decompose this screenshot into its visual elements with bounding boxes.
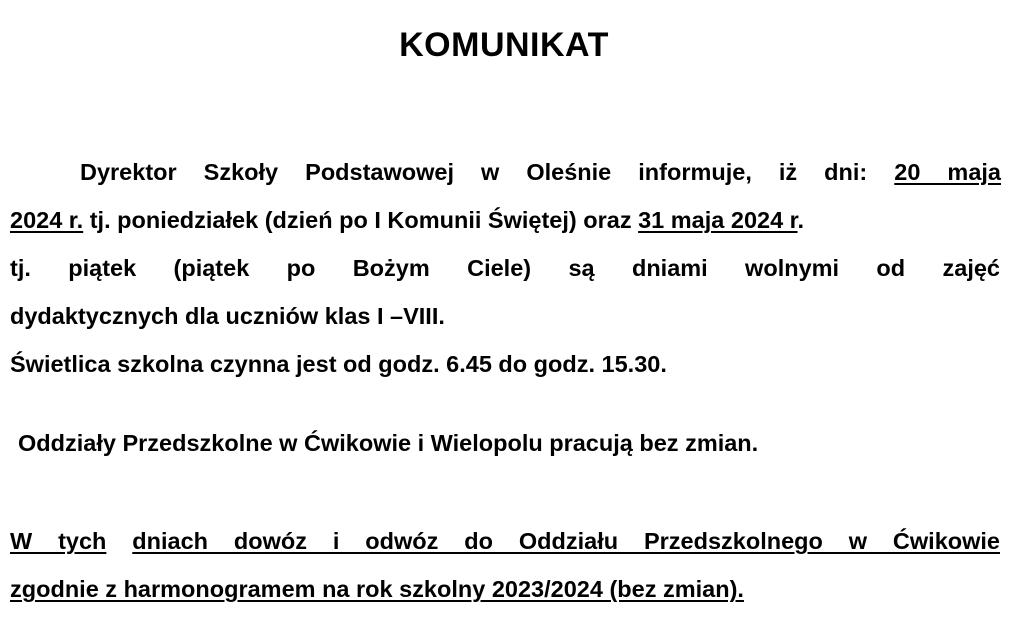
line-7-part-2	[106, 528, 132, 554]
paragraph-line-2	[10, 206, 1000, 234]
date-2024-year: 2024 r.	[10, 207, 84, 233]
line-7-part-3: dniach dowóz i odwóz do Oddziału Przedszkolnego w Ćwikowie	[132, 528, 1001, 554]
date-31-may: 31 maja 2024 r	[638, 207, 798, 233]
line-7-part-1: W tych	[10, 528, 107, 554]
line-1-text: Dyrektor Szkoły Podstawowej w Oleśnie informuje, iż dni:	[80, 159, 895, 185]
paragraph-line-5: Świetlica szkolna czynna jest od godz. 6.45 do godz. 15.30.	[10, 351, 667, 377]
paragraph-line-4: dydaktycznych dla uczniów klas I –VIII.	[10, 303, 445, 329]
line-2-text-a: tj. poniedziałek (dzień po I Komunii Świętej) oraz	[83, 207, 639, 233]
paragraph-preschool: Oddziały Przedszkolne w Ćwikowie i Wielopolu pracują bez zmian.	[18, 430, 759, 456]
paragraph-line-8	[10, 575, 1000, 603]
paragraph-line-3: tj. piątek (piątek po Bożym Ciele) są dniami wolnymi od zajęć	[10, 255, 1000, 281]
date-20-may: 20 maja	[894, 159, 1001, 185]
line-8-text: zgodnie z harmonogramem na rok szkolny 2023/2024 (bez zmian).	[10, 576, 744, 602]
line-2-text-b: .	[797, 207, 805, 233]
document-title: KOMUNIKAT	[399, 26, 609, 64]
paragraph-line-1	[80, 158, 1001, 186]
paragraph-line-7	[10, 527, 1000, 555]
